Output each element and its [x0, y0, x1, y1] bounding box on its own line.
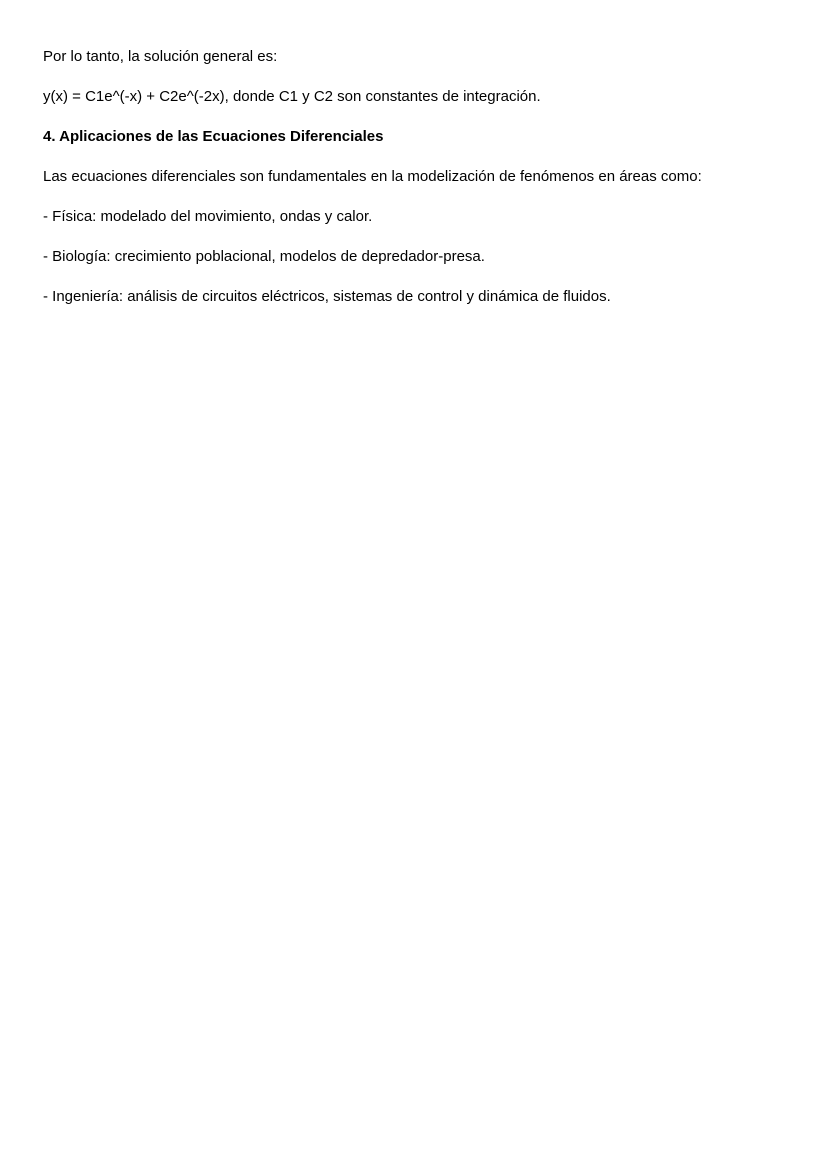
- list-item-biologia: - Biología: crecimiento poblacional, modelos de depredador-presa.: [43, 248, 485, 265]
- paragraph-solution-intro: Por lo tanto, la solución general es:: [43, 48, 278, 65]
- list-item-ingenieria: - Ingeniería: análisis de circuitos eléctricos, sistemas de control y dinámica de fluidos.: [43, 288, 611, 305]
- section-heading-applications: 4. Aplicaciones de las Ecuaciones Diferenciales: [43, 128, 384, 145]
- list-item-fisica: - Física: modelado del movimiento, ondas y calor.: [43, 208, 373, 225]
- equation-general-solution: y(x) = C1e^(-x) + C2e^(-2x), donde C1 y C2 son constantes de integración.: [43, 88, 541, 105]
- document-content: [43, 47, 803, 327]
- paragraph-applications-intro: Las ecuaciones diferenciales son fundamentales en la modelización de fenómenos en áreas como:: [43, 168, 702, 185]
